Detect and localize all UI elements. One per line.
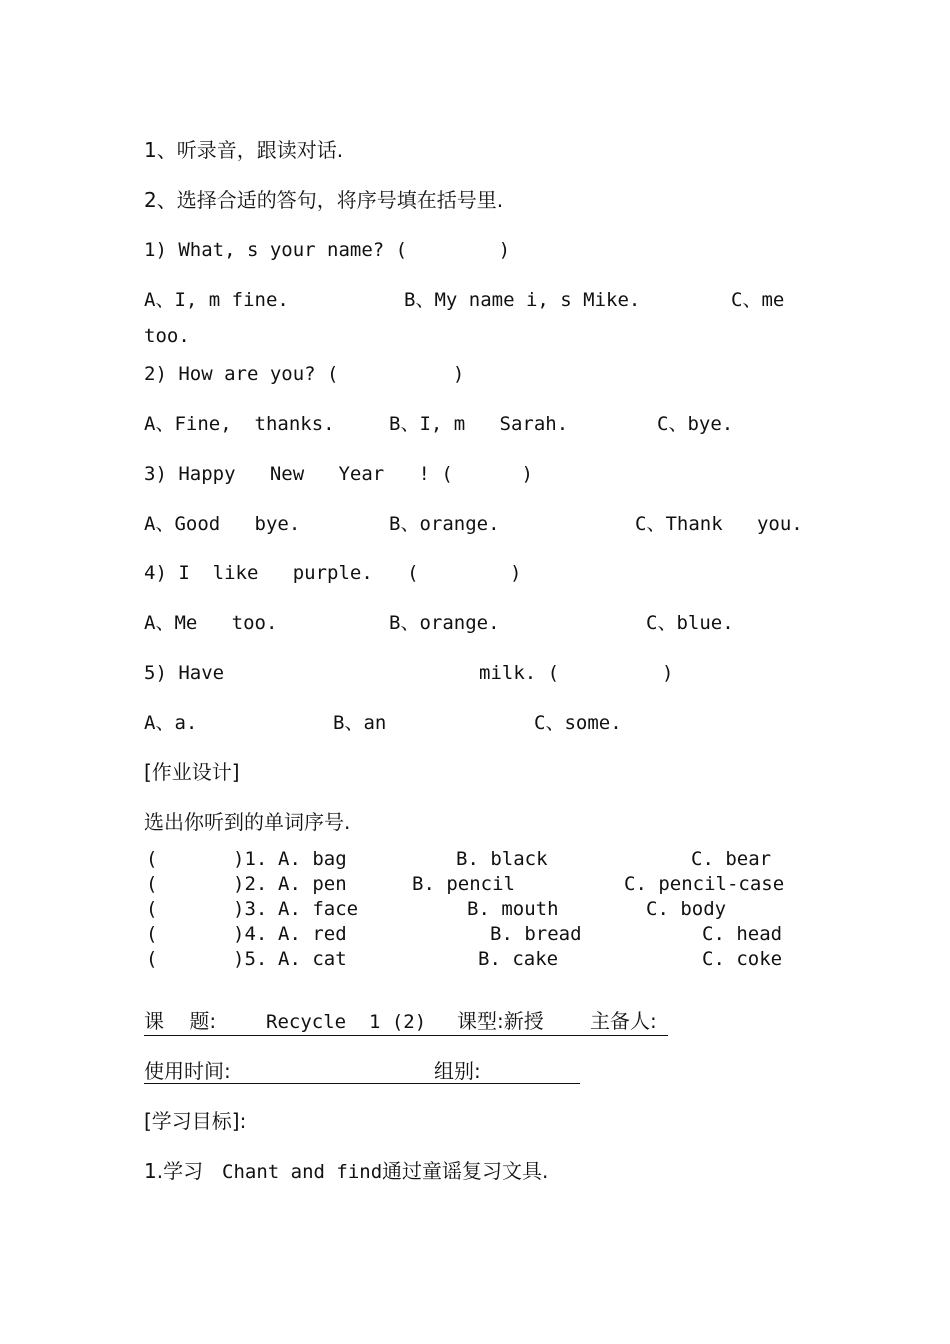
hw-item-2-number: )2. xyxy=(233,873,268,895)
hw-item-4-option-b: B. bread xyxy=(490,923,582,945)
q2-option-c: C、bye. xyxy=(657,413,734,435)
hw-item-3-option-c: C. body xyxy=(646,898,727,920)
q5-option-c: C、some. xyxy=(534,712,622,734)
q1-option-c-continued: too. xyxy=(144,325,190,347)
hw-item-5-option-c: C. coke xyxy=(702,948,783,970)
lesson-type-label: 课型:新授 xyxy=(457,1009,544,1033)
hw-item-4-option-c: C. head xyxy=(702,923,783,945)
question-5-end: milk. ( ) xyxy=(479,662,674,684)
question-2: 2) How are you? ( ) xyxy=(144,363,465,385)
q2-option-a: A、Fine, thanks. xyxy=(144,413,335,435)
hw-item-1-option-b: B. black xyxy=(456,848,548,870)
hw-item-5-option-a: A. cat xyxy=(278,948,347,970)
q1-option-c: C、me xyxy=(731,289,785,311)
homework-instruction: 选出你听到的单词序号. xyxy=(144,810,351,834)
q5-option-a: A、a. xyxy=(144,712,198,734)
hw-item-4-option-a: A. red xyxy=(278,923,347,945)
question-5-start: 5) Have xyxy=(144,662,225,684)
objective-1-english: Chant and find xyxy=(222,1161,383,1183)
hw-item-1-option-c: C. bear xyxy=(691,848,772,870)
q5-option-b: B、an xyxy=(333,712,387,734)
usage-time-label: 使用时间: xyxy=(144,1059,231,1083)
hw-item-1-paren: ( xyxy=(146,848,158,870)
question-1: 1) What, s your name? ( ) xyxy=(144,239,511,261)
hw-item-3-paren: ( xyxy=(146,898,158,920)
hw-item-2-option-b: B. pencil xyxy=(412,873,515,895)
lesson-topic-value: Recycle 1 (2) xyxy=(266,1011,427,1033)
objective-1-suffix: 通过童谣复习文具. xyxy=(382,1159,549,1183)
question-3: 3) Happy New Year ! ( ) xyxy=(144,463,533,485)
q3-option-a: A、Good bye. xyxy=(144,513,301,535)
homework-heading: [作业设计] xyxy=(144,760,240,784)
lesson-header-underline xyxy=(144,1035,668,1036)
question-4: 4) I like purple. ( ) xyxy=(144,562,522,584)
q1-option-a: A、I, m fine. xyxy=(144,289,289,311)
hw-item-5-option-b: B. cake xyxy=(478,948,559,970)
q4-option-c: C、blue. xyxy=(646,612,734,634)
instruction-step-1: 1、听录音，跟读对话. xyxy=(144,138,344,162)
usage-line-underline xyxy=(144,1083,580,1084)
q4-option-b: B、orange. xyxy=(389,612,500,634)
lesson-preparer-label: 主备人: xyxy=(590,1009,657,1033)
hw-item-4-paren: ( xyxy=(146,923,158,945)
hw-item-2-option-c: C. pencil-case xyxy=(624,873,785,895)
q1-option-b: B、My name i, s Mike. xyxy=(404,289,641,311)
hw-item-2-option-a: A. pen xyxy=(278,873,347,895)
group-label: 组别: xyxy=(434,1059,481,1083)
instruction-step-2: 2、选择合适的答句，将序号填在括号里. xyxy=(144,188,504,212)
lesson-topic-label: 课 题: xyxy=(144,1009,217,1033)
hw-item-3-option-a: A. face xyxy=(278,898,359,920)
q2-option-b: B、I, m Sarah. xyxy=(389,413,569,435)
hw-item-2-paren: ( xyxy=(146,873,158,895)
hw-item-3-number: )3. xyxy=(233,898,268,920)
q3-option-c: C、Thank you. xyxy=(635,513,803,535)
hw-item-3-option-b: B. mouth xyxy=(467,898,559,920)
q3-option-b: B、orange. xyxy=(389,513,500,535)
q4-option-a: A、Me too. xyxy=(144,612,278,634)
hw-item-1-option-a: A. bag xyxy=(278,848,347,870)
hw-item-4-number: )4. xyxy=(233,923,268,945)
hw-item-5-paren: ( xyxy=(146,948,158,970)
hw-item-5-number: )5. xyxy=(233,948,268,970)
objective-1-prefix: 1.学习 xyxy=(144,1159,204,1183)
hw-item-1-number: )1. xyxy=(233,848,268,870)
objectives-heading: [学习目标]: xyxy=(144,1109,247,1133)
